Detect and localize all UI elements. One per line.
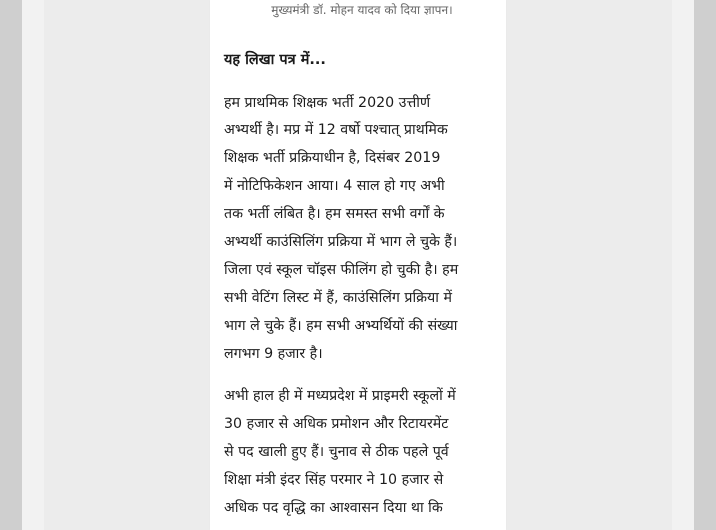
paragraph-1-line: में नोटिफिकेशन आया। 4 साल हो गए अभी — [224, 178, 445, 194]
paragraph-2-line: अभी हाल ही में मध्यप्रदेश में प्राइमरी स्कूलों में — [224, 388, 456, 404]
paragraph-1-line: लगभग 9 हजार है। — [224, 346, 323, 362]
article-page[interactable] — [210, 0, 506, 530]
paragraph-1-line: शिक्षक भर्ती प्रक्रियाधीन है, दिसंबर 2019 — [224, 150, 441, 166]
paragraph-1-line: तक भर्ती लंबित है। हम समस्त सभी वर्गों के — [224, 206, 445, 222]
paragraph-2-line: 30 हजार से अधिक प्रमोशन और रिटायरमेंट — [224, 416, 449, 432]
paragraph-2-line: शिक्षा मंत्री इंदर सिंह परमार ने 10 हजार से — [224, 472, 444, 488]
paragraph-1-line: अभ्यर्थी है। मप्र में 12 वर्षो पश्चात् प्राथमिक — [224, 122, 448, 138]
paragraph-1-line: अभ्यर्थी काउंसिलिंग प्रक्रिया में भाग ले चुके हैं। — [224, 234, 458, 250]
image-caption: मुख्यमंत्री डॉ. मोहन यादव को दिया ज्ञापन। — [271, 3, 453, 17]
section-heading: यह लिखा पत्र में... — [224, 52, 326, 68]
paragraph-1-line: हम प्राथमिक शिक्षक भर्ती 2020 उत्तीर्ण — [224, 95, 431, 111]
paragraph-2-line: से पद खाली हुए हैं। चुनाव से ठीक पहले पूर्व — [224, 444, 449, 460]
paragraph-2-line: अधिक पद वृद्धि का आश्वासन दिया था कि — [224, 500, 443, 516]
paragraph-1-line: सभी वेटिंग लिस्ट में हैं, काउंसिलिंग प्रक्रिया में — [224, 290, 452, 306]
left-border — [0, 0, 22, 530]
paragraph-1-line: जिला एवं स्कूल चॉइस फीलिंग हो चुकी है। हम — [224, 262, 459, 278]
paragraph-1-line: भाग ले चुके हैं। हम सभी अभ्यर्थियों की संख्या — [224, 318, 458, 334]
right-border — [694, 0, 716, 530]
